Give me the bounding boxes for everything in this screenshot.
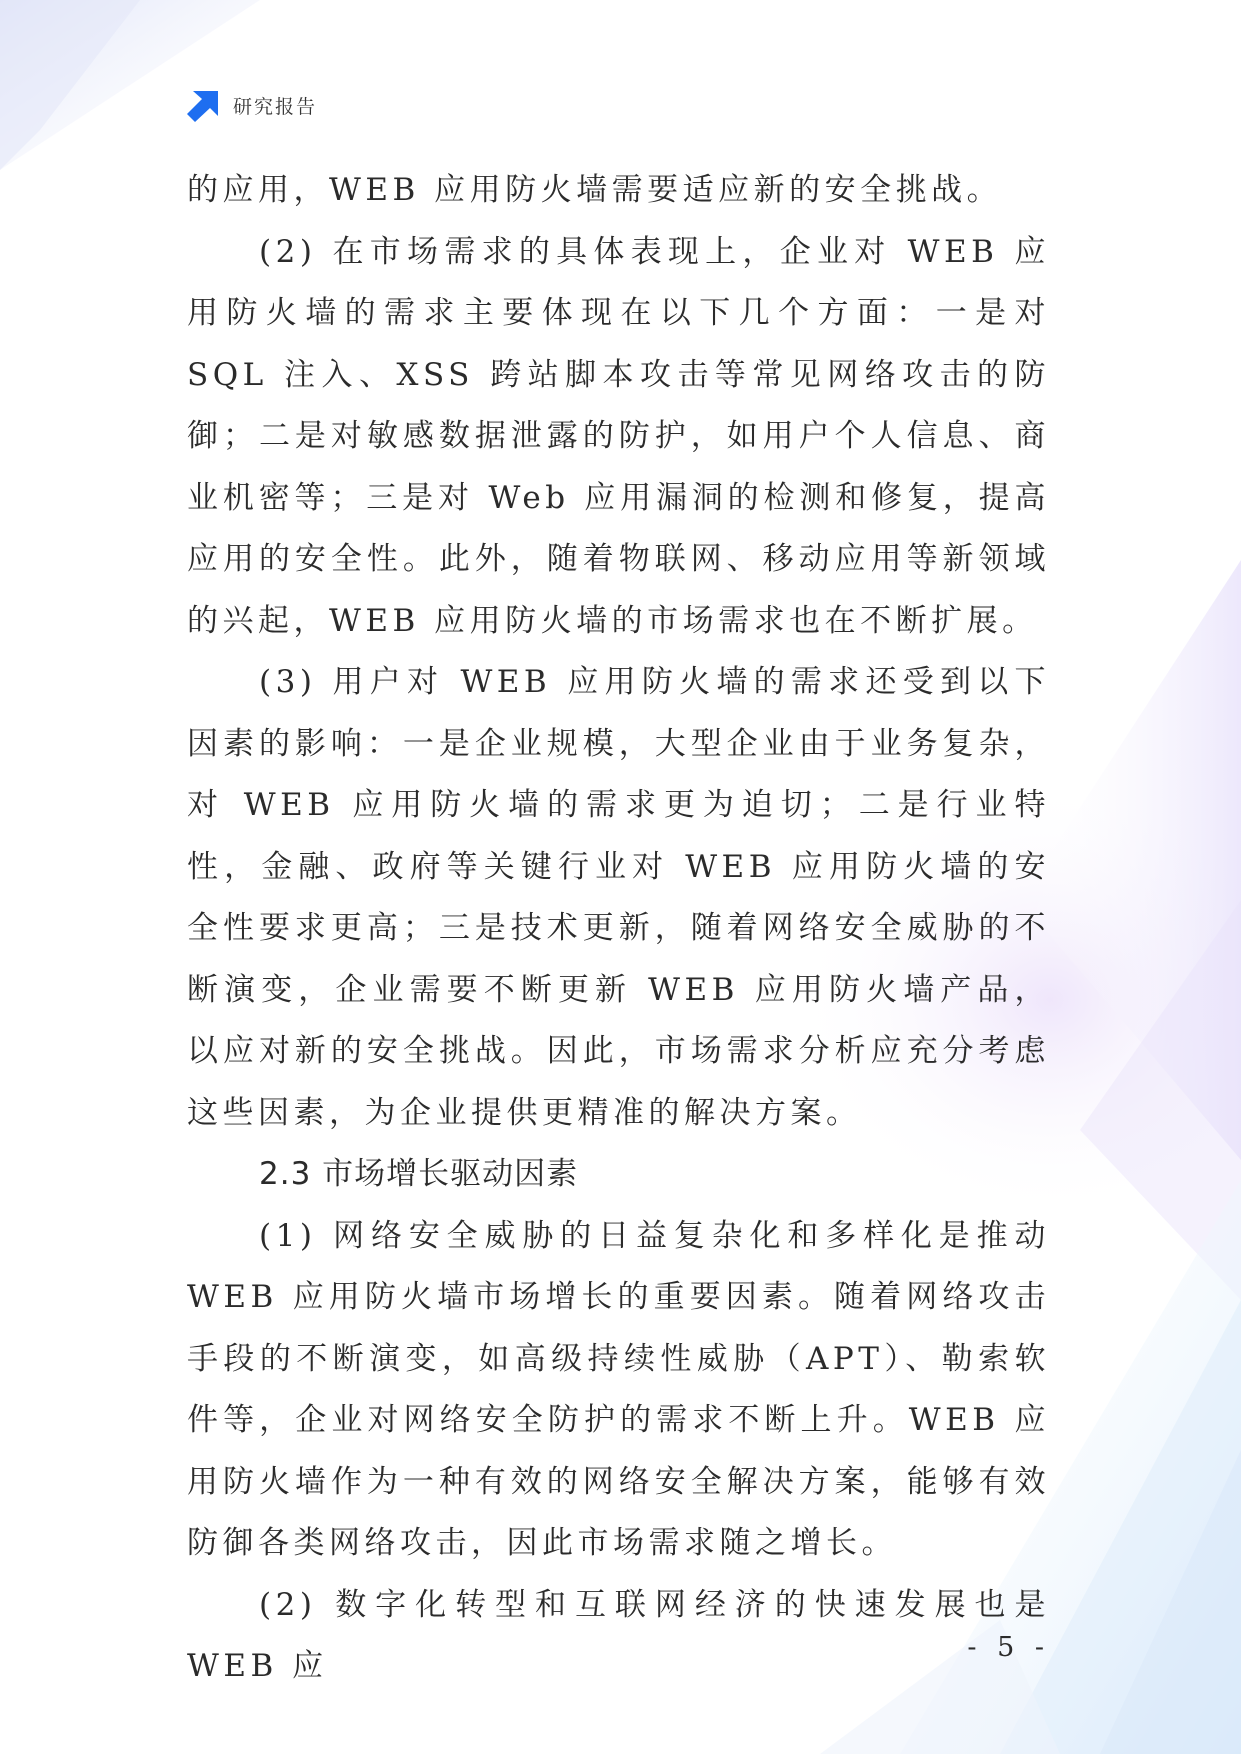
document-body xyxy=(187,160,1050,1698)
header-title: 研究报告 xyxy=(233,95,318,118)
paragraph-continuation: 的应用，WEB 应用防火墙需要适应新的安全挑战。 xyxy=(187,172,1003,208)
paragraph-demand-factors: (3) 用户对 WEB 应用防火墙的需求还受到以下因素的影响：一是企业规模，大型企业由于业务复杂，对 WEB 应用防火墙的需求更为迫切；二是行业特性，金融、政府等关键行业对 WEB 应用防火墙的安全性要求更高；三是技术更新，随着网络安全威胁的不断演变，企业需要不断更新 WEB 应用防火墙产品，以应对新的安全挑战。因此，市场需求分析应充分考虑这些因素，为企业提供更精准的解决方案。 xyxy=(187,664,1050,1131)
page-number: - 5 - xyxy=(967,1632,1050,1663)
section-heading: 2.3 市场增长驱动因素 xyxy=(259,1156,579,1192)
report-header xyxy=(187,88,317,122)
arrow-up-right-icon xyxy=(187,88,221,122)
paragraph-growth-driver-1: (1) 网络安全威胁的日益复杂化和多样化是推动 WEB 应用防火墙市场增长的重要因素。随着网络攻击手段的不断演变，如高级持续性威胁（APT）、勒索软件等，企业对网络安全防护的需求不断上升。WEB 应用防火墙作为一种有效的网络安全解决方案，能够有效防御各类网络攻击，因此市场需求随之增长。 xyxy=(187,1217,1050,1561)
paragraph-growth-driver-2: (2) 数字化转型和互联网经济的快速发展也是 WEB 应 xyxy=(187,1586,1050,1684)
paragraph-market-demand: (2) 在市场需求的具体表现上，企业对 WEB 应用防火墙的需求主要体现在以下几个方面：一是对 SQL 注入、XSS 跨站脚本攻击等常见网络攻击的防御；二是对敏感数据泄露的防护，如用户个人信息、商业机密等；三是对 Web 应用漏洞的检测和修复，提高应用的安全性。此外，随着物联网、移动应用等新领域的兴起，WEB 应用防火墙的市场需求也在不断扩展。 xyxy=(187,233,1050,639)
